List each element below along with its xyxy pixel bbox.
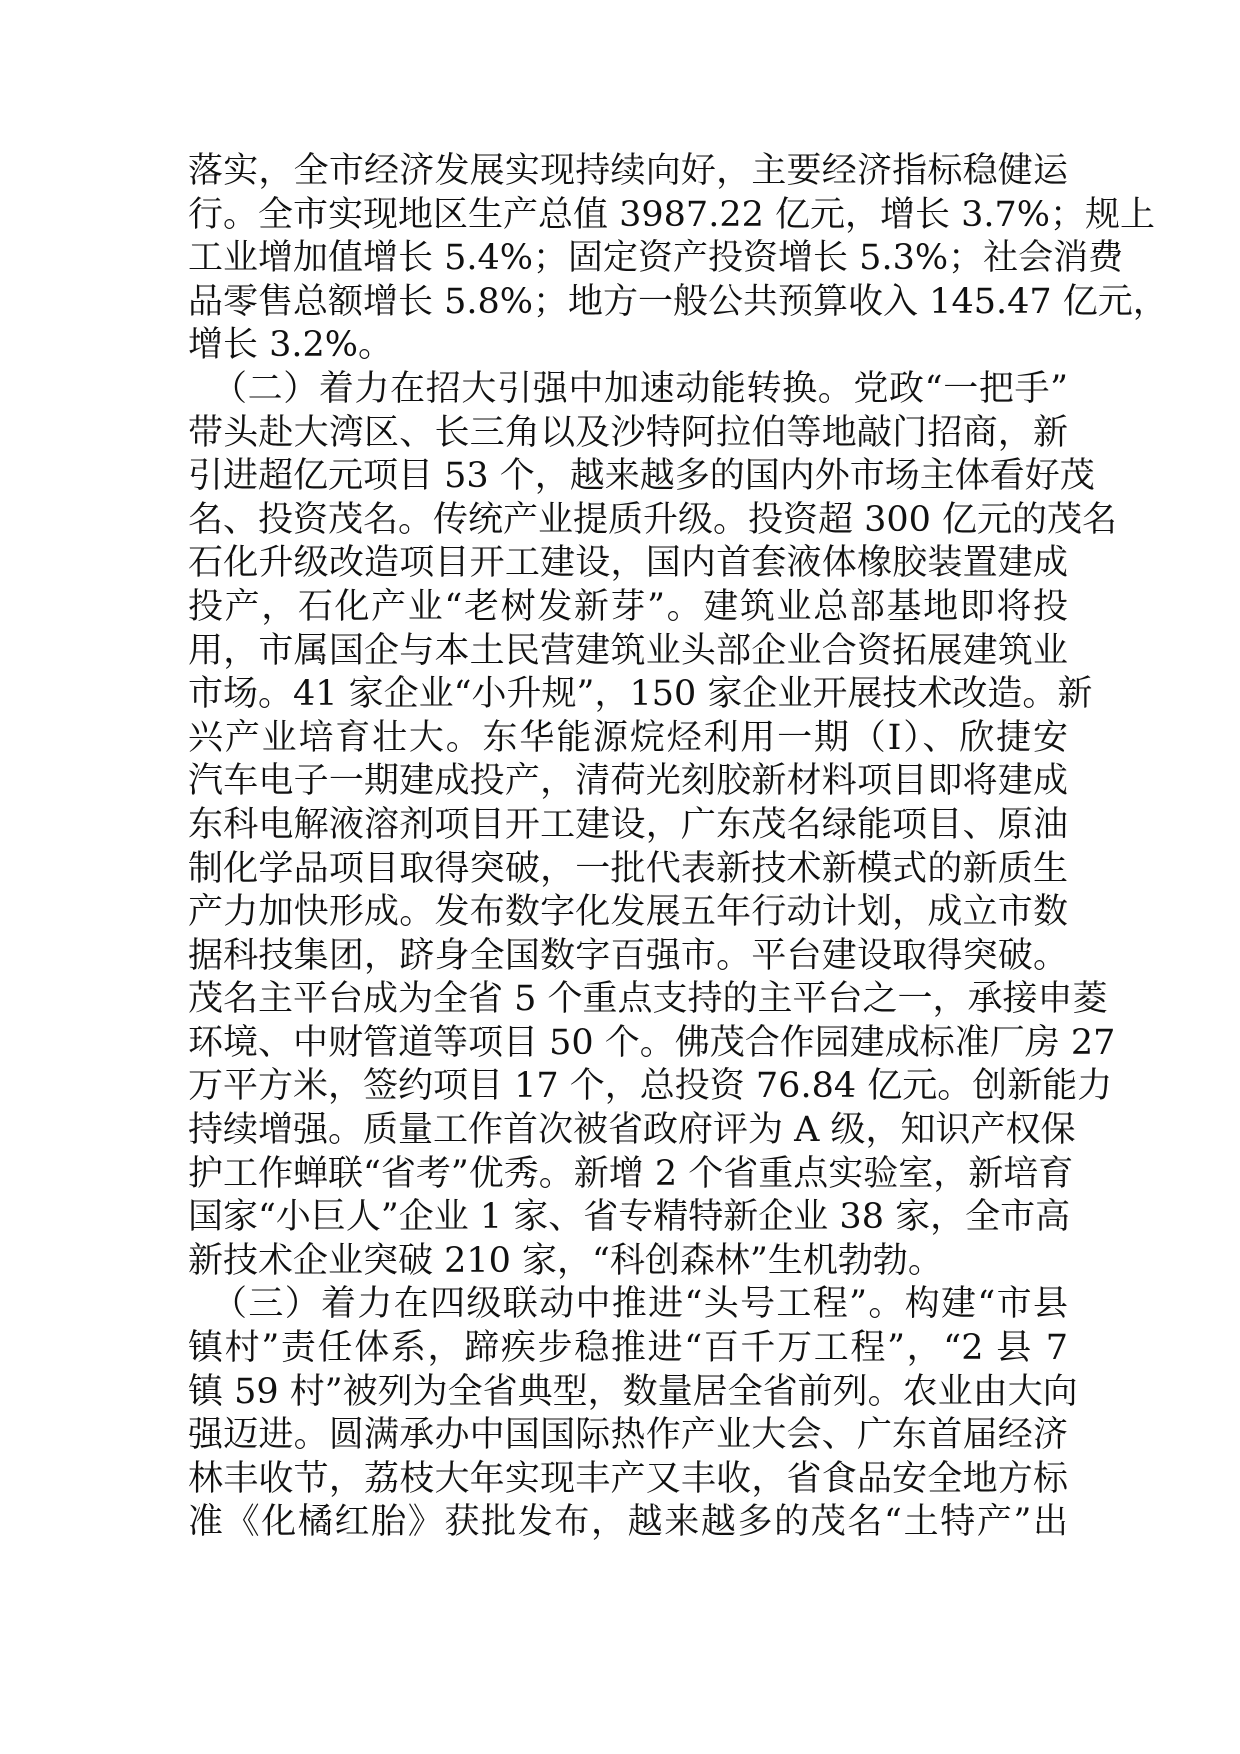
text-line: 林丰收节，荔枝大年实现丰产又丰收，省食品安全地方标	[188, 1458, 1068, 1499]
text-line: 汽车电子一期建成投产，清荷光刻胶新材料项目即将建成	[188, 761, 1068, 802]
text-line: 市场。41 家企业“小升规”，150 家企业开展技术改造。新	[188, 674, 1093, 715]
text-line: 制化学品项目取得突破，一批代表新技术新模式的新质生	[188, 848, 1068, 889]
text-line: 产力加快形成。发布数字化发展五年行动计划，成立市数	[188, 892, 1068, 933]
text-line: 落实，全市经济发展实现持续向好，主要经济指标稳健运	[188, 151, 1068, 191]
text-line: 据科技集团，跻身全国数字百强市。平台建设取得突破。	[188, 935, 1068, 976]
text-line: 镇 59 村”被列为全省典型，数量居全省前列。农业由大向	[188, 1371, 1078, 1412]
text-line: 工业增加值增长 5.4%；固定资产投资增长 5.3%；社会消费	[188, 238, 1124, 279]
text-line: 用，市属国企与本土民营建筑业头部企业合资拓展建筑业	[188, 630, 1068, 671]
text-line: 名、投资茂名。传统产业提质升级。投资超 300 亿元的茂名	[188, 499, 1118, 540]
text-line: 茂名主平台成为全省 5 个重点支持的主平台之一，承接申菱	[188, 979, 1108, 1020]
text-line: 万平方米，签约项目 17 个，总投资 76.84 亿元。创新能力	[188, 1066, 1113, 1107]
text-line: 强迈进。圆满承办中国国际热作产业大会、广东首届经济	[188, 1415, 1068, 1456]
text-line: 国家“小巨人”企业 1 家、省专精特新企业 38 家，全市高	[188, 1197, 1071, 1238]
text-line: 增长 3.2%。	[188, 325, 394, 366]
text-line: 护工作蝉联“省考”优秀。新增 2 个省重点实验室，新培育	[188, 1153, 1074, 1194]
text-line: 准《化橘红胎》获批发布，越来越多的茂名“土特产”出	[188, 1502, 1068, 1543]
text-line: 新技术企业突破 210 家，“科创森林”生机勃勃。	[188, 1240, 943, 1281]
text-line: 东科电解液溶剂项目开工建设，广东茂名绿能项目、原油	[188, 804, 1068, 845]
text-line: 环境、中财管道等项目 50 个。佛茂合作园建成标准厂房 27	[188, 1022, 1116, 1063]
text-line: 引进超亿元项目 53 个，越来越多的国内外市场主体看好茂	[188, 456, 1095, 497]
text-line: 品零售总额增长 5.8%；地方一般公共预算收入 145.47 亿元，	[188, 281, 1168, 322]
text-line: （二）着力在招大引强中加速动能转换。党政“一把手”	[212, 368, 1068, 409]
document-body	[188, 150, 1168, 1545]
text-line: 投产，石化产业“老树发新芽”。建筑业总部基地即将投	[188, 586, 1068, 627]
text-line: 持续增强。质量工作首次被省政府评为 A 级，知识产权保	[188, 1110, 1076, 1151]
text-line: 带头赴大湾区、长三角以及沙特阿拉伯等地敲门招商，新	[188, 412, 1068, 453]
text-line: （三）着力在四级联动中推进“头号工程”。构建“市县	[212, 1284, 1068, 1325]
text-line: 镇村”责任体系，蹄疾步稳推进“百千万工程”，“2 县 7	[188, 1328, 1068, 1369]
text-line: 石化升级改造项目开工建设，国内首套液体橡胶装置建成	[188, 543, 1068, 584]
text-line: 兴产业培育壮大。东华能源烷烃利用一期（Ⅰ）、欣捷安	[188, 717, 1068, 758]
text-line: 行。全市实现地区生产总值 3987.22 亿元，增长 3.7%；规上	[188, 194, 1156, 235]
